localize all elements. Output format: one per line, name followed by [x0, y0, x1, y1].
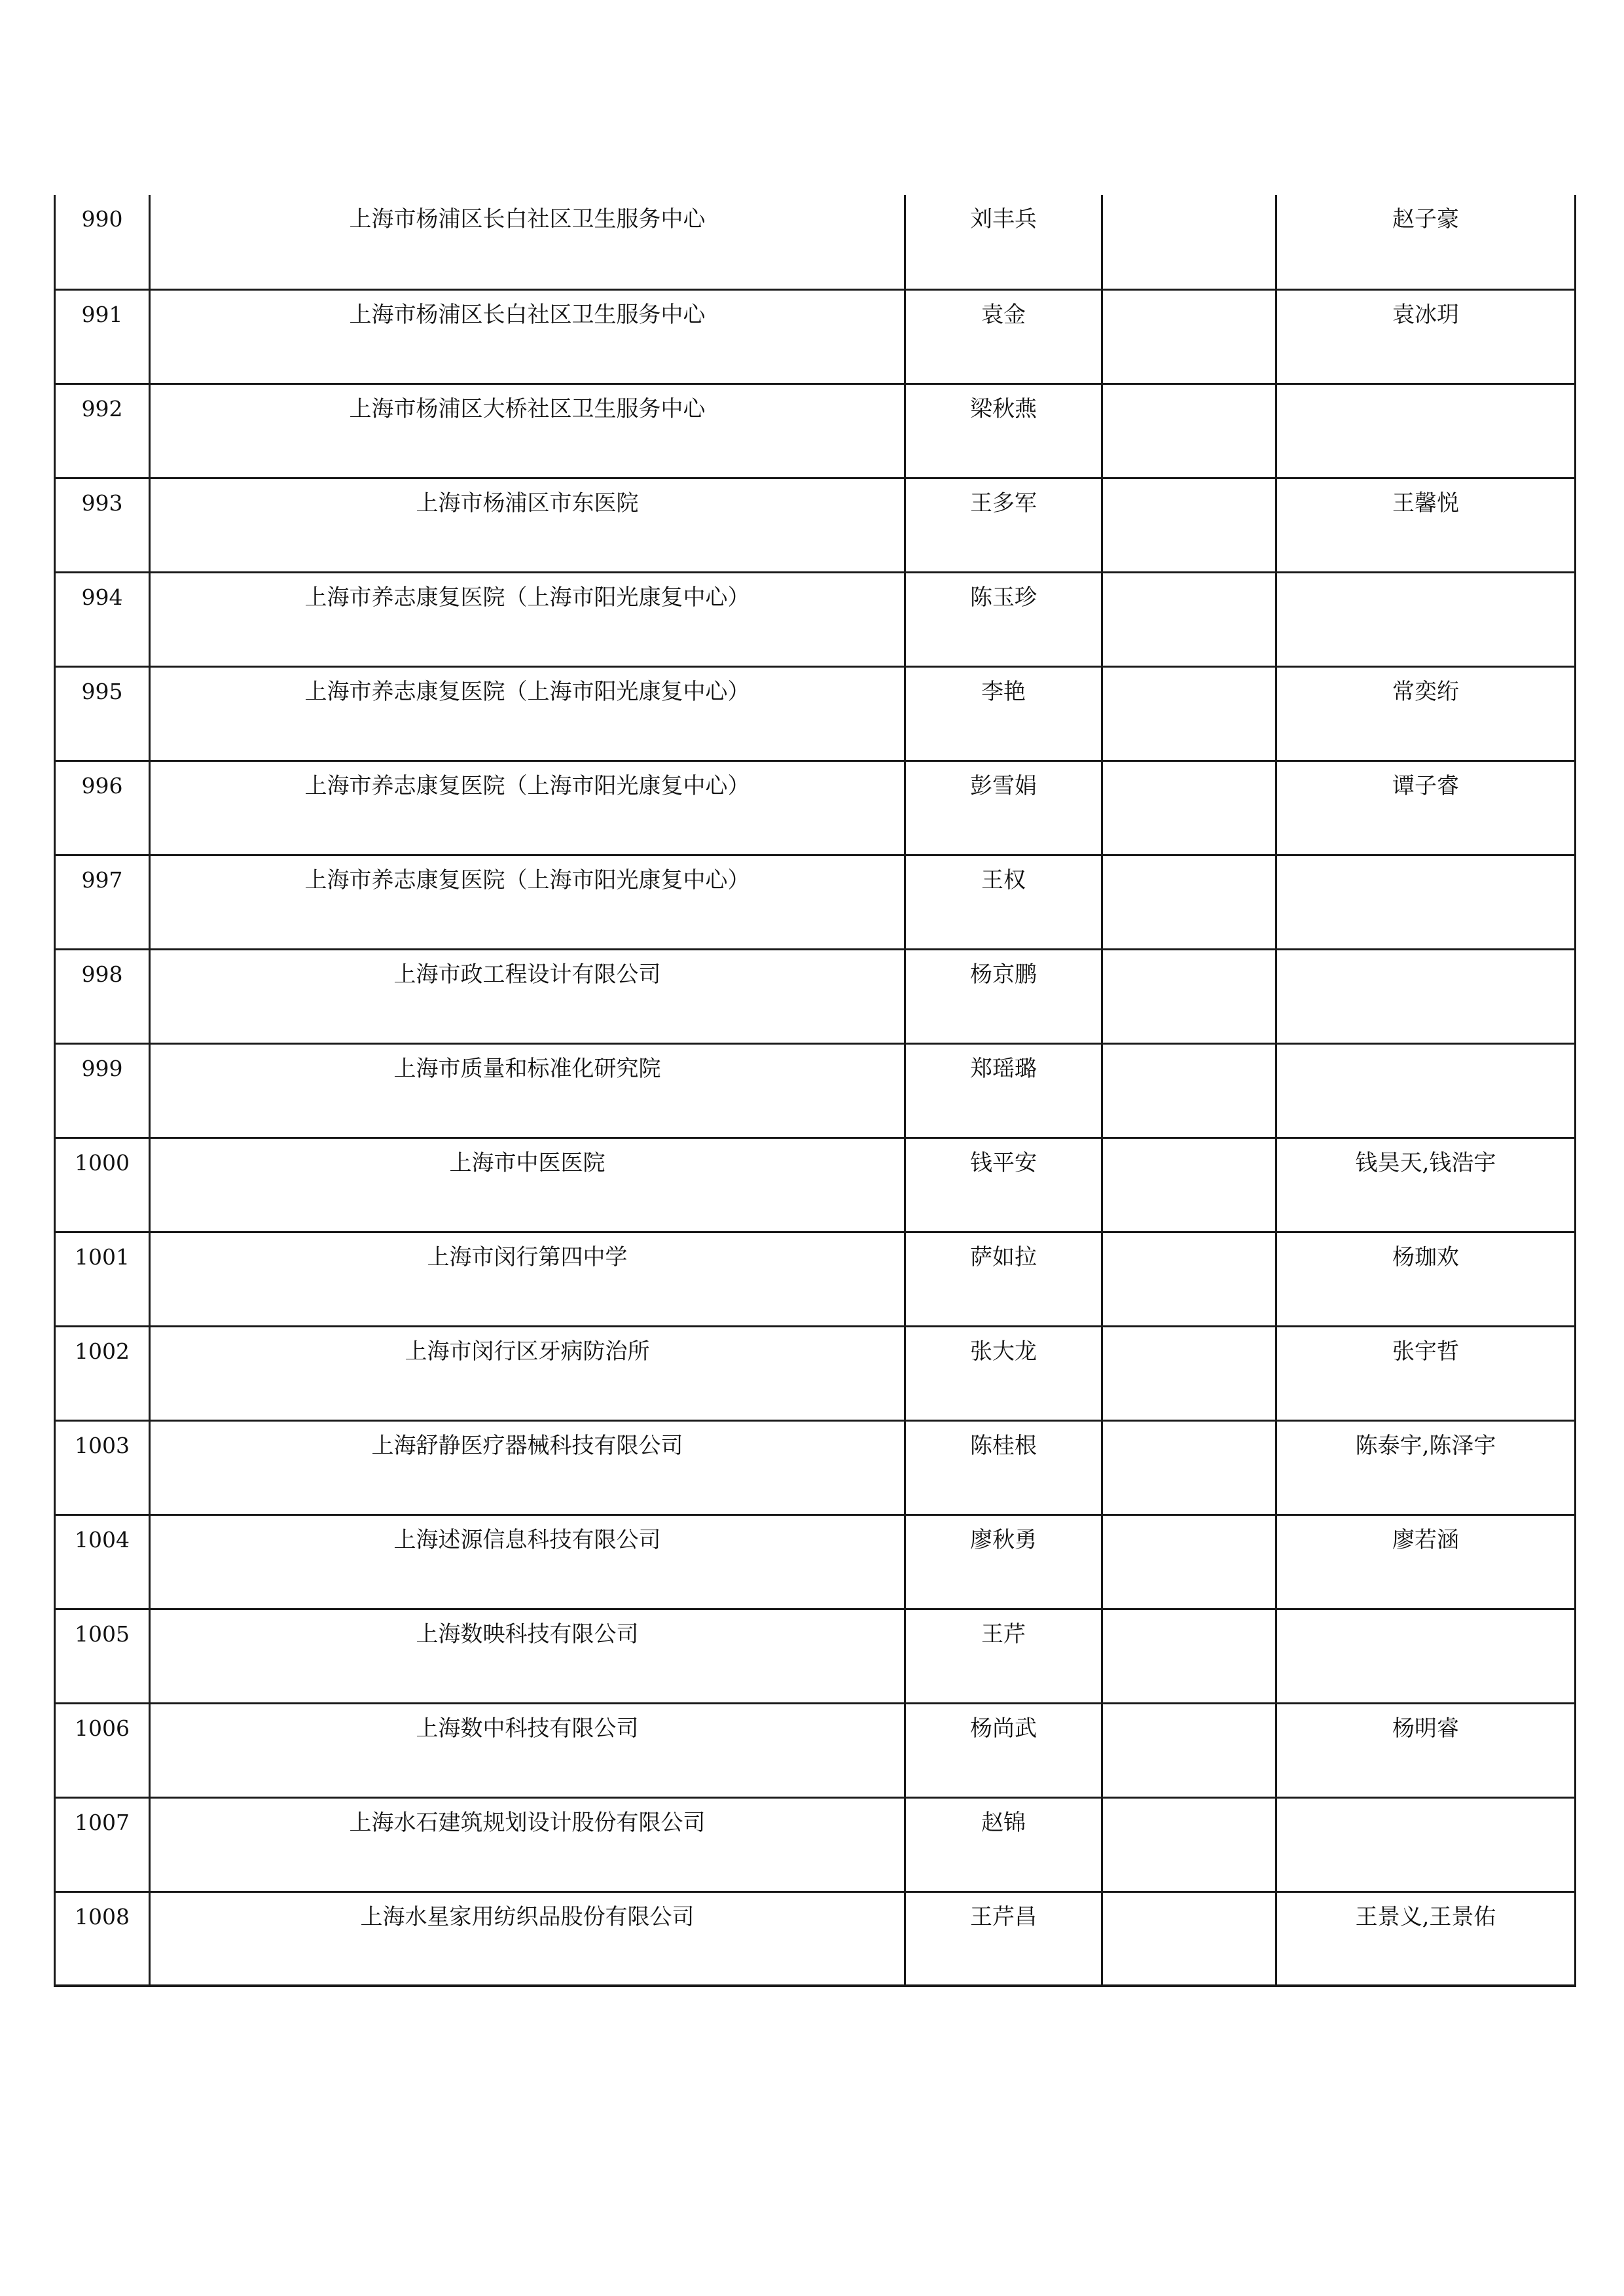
person-name-cell: 王芹昌: [905, 1892, 1102, 1986]
blank-cell: [1102, 1326, 1276, 1420]
organization-cell: 上海数映科技有限公司: [150, 1609, 905, 1703]
table-row: [55, 1138, 1576, 1232]
row-number-cell: 994: [55, 572, 150, 666]
children-names-cell: [1276, 384, 1576, 478]
organization-cell: 上海市杨浦区市东医院: [150, 478, 905, 572]
children-names-cell: 袁冰玥: [1276, 289, 1576, 384]
person-name-cell: 王权: [905, 855, 1102, 949]
table-row: [55, 1892, 1576, 1986]
blank-cell: [1102, 949, 1276, 1043]
table-row: [55, 572, 1576, 666]
blank-cell: [1102, 1232, 1276, 1326]
roster-table-body: [55, 195, 1576, 1986]
table-row: [55, 1797, 1576, 1892]
blank-cell: [1102, 1420, 1276, 1515]
row-number-cell: 990: [55, 195, 150, 289]
organization-cell: 上海市杨浦区长白社区卫生服务中心: [150, 289, 905, 384]
person-name-cell: 王多军: [905, 478, 1102, 572]
row-number-cell: 1001: [55, 1232, 150, 1326]
organization-cell: 上海市杨浦区长白社区卫生服务中心: [150, 195, 905, 289]
row-number-cell: 997: [55, 855, 150, 949]
table-row: [55, 855, 1576, 949]
table-row: [55, 1420, 1576, 1515]
blank-cell: [1102, 384, 1276, 478]
table-row: [55, 1043, 1576, 1138]
organization-cell: 上海市政工程设计有限公司: [150, 949, 905, 1043]
organization-cell: 上海市中医医院: [150, 1138, 905, 1232]
person-name-cell: 王芹: [905, 1609, 1102, 1703]
children-names-cell: 谭子睿: [1276, 761, 1576, 855]
row-number-cell: 1000: [55, 1138, 150, 1232]
row-number-cell: 999: [55, 1043, 150, 1138]
organization-cell: 上海市养志康复医院（上海市阳光康复中心）: [150, 761, 905, 855]
children-names-cell: [1276, 949, 1576, 1043]
person-name-cell: 李艳: [905, 666, 1102, 761]
children-names-cell: 廖若涵: [1276, 1515, 1576, 1609]
row-number-cell: 1008: [55, 1892, 150, 1986]
children-names-cell: 赵子豪: [1276, 195, 1576, 289]
children-names-cell: [1276, 1043, 1576, 1138]
row-number-cell: 1005: [55, 1609, 150, 1703]
person-name-cell: 郑瑶璐: [905, 1043, 1102, 1138]
person-name-cell: 陈玉珍: [905, 572, 1102, 666]
table-row: [55, 666, 1576, 761]
blank-cell: [1102, 478, 1276, 572]
person-name-cell: 刘丰兵: [905, 195, 1102, 289]
blank-cell: [1102, 1609, 1276, 1703]
roster-table-container: [54, 195, 1574, 1987]
blank-cell: [1102, 1138, 1276, 1232]
person-name-cell: 杨京鹏: [905, 949, 1102, 1043]
children-names-cell: 张宇哲: [1276, 1326, 1576, 1420]
row-number-cell: 1002: [55, 1326, 150, 1420]
organization-cell: 上海市养志康复医院（上海市阳光康复中心）: [150, 572, 905, 666]
organization-cell: 上海市养志康复医院（上海市阳光康复中心）: [150, 666, 905, 761]
blank-cell: [1102, 572, 1276, 666]
person-name-cell: 廖秋勇: [905, 1515, 1102, 1609]
children-names-cell: 杨珈欢: [1276, 1232, 1576, 1326]
children-names-cell: 钱昊天,钱浩宇: [1276, 1138, 1576, 1232]
person-name-cell: 萨如拉: [905, 1232, 1102, 1326]
blank-cell: [1102, 1797, 1276, 1892]
organization-cell: 上海数中科技有限公司: [150, 1703, 905, 1797]
table-row: [55, 1609, 1576, 1703]
table-row: [55, 1515, 1576, 1609]
person-name-cell: 陈桂根: [905, 1420, 1102, 1515]
blank-cell: [1102, 855, 1276, 949]
person-name-cell: 钱平安: [905, 1138, 1102, 1232]
table-row: [55, 384, 1576, 478]
children-names-cell: 王馨悦: [1276, 478, 1576, 572]
blank-cell: [1102, 1703, 1276, 1797]
blank-cell: [1102, 1043, 1276, 1138]
children-names-cell: [1276, 1609, 1576, 1703]
blank-cell: [1102, 289, 1276, 384]
table-row: [55, 1232, 1576, 1326]
blank-cell: [1102, 1515, 1276, 1609]
blank-cell: [1102, 761, 1276, 855]
organization-cell: 上海舒静医疗器械科技有限公司: [150, 1420, 905, 1515]
organization-cell: 上海市闵行第四中学: [150, 1232, 905, 1326]
person-name-cell: 赵锦: [905, 1797, 1102, 1892]
organization-cell: 上海市养志康复医院（上海市阳光康复中心）: [150, 855, 905, 949]
children-names-cell: 常奕绗: [1276, 666, 1576, 761]
organization-cell: 上海市杨浦区大桥社区卫生服务中心: [150, 384, 905, 478]
children-names-cell: [1276, 572, 1576, 666]
children-names-cell: [1276, 855, 1576, 949]
table-row: [55, 761, 1576, 855]
row-number-cell: 1006: [55, 1703, 150, 1797]
row-number-cell: 998: [55, 949, 150, 1043]
row-number-cell: 991: [55, 289, 150, 384]
table-row: [55, 949, 1576, 1043]
row-number-cell: 992: [55, 384, 150, 478]
children-names-cell: 王景义,王景佑: [1276, 1892, 1576, 1986]
row-number-cell: 1003: [55, 1420, 150, 1515]
children-names-cell: [1276, 1797, 1576, 1892]
row-number-cell: 1007: [55, 1797, 150, 1892]
person-name-cell: 张大龙: [905, 1326, 1102, 1420]
person-name-cell: 梁秋燕: [905, 384, 1102, 478]
person-name-cell: 彭雪娟: [905, 761, 1102, 855]
row-number-cell: 993: [55, 478, 150, 572]
roster-table: [54, 195, 1576, 1987]
organization-cell: 上海水石建筑规划设计股份有限公司: [150, 1797, 905, 1892]
table-row: [55, 195, 1576, 289]
organization-cell: 上海述源信息科技有限公司: [150, 1515, 905, 1609]
organization-cell: 上海市闵行区牙病防治所: [150, 1326, 905, 1420]
children-names-cell: 杨明睿: [1276, 1703, 1576, 1797]
row-number-cell: 995: [55, 666, 150, 761]
organization-cell: 上海市质量和标准化研究院: [150, 1043, 905, 1138]
person-name-cell: 杨尚武: [905, 1703, 1102, 1797]
blank-cell: [1102, 666, 1276, 761]
blank-cell: [1102, 195, 1276, 289]
table-row: [55, 1703, 1576, 1797]
blank-cell: [1102, 1892, 1276, 1986]
table-row: [55, 1326, 1576, 1420]
table-row: [55, 478, 1576, 572]
person-name-cell: 袁金: [905, 289, 1102, 384]
organization-cell: 上海水星家用纺织品股份有限公司: [150, 1892, 905, 1986]
children-names-cell: 陈泰宇,陈泽宇: [1276, 1420, 1576, 1515]
table-row: [55, 289, 1576, 384]
row-number-cell: 996: [55, 761, 150, 855]
row-number-cell: 1004: [55, 1515, 150, 1609]
